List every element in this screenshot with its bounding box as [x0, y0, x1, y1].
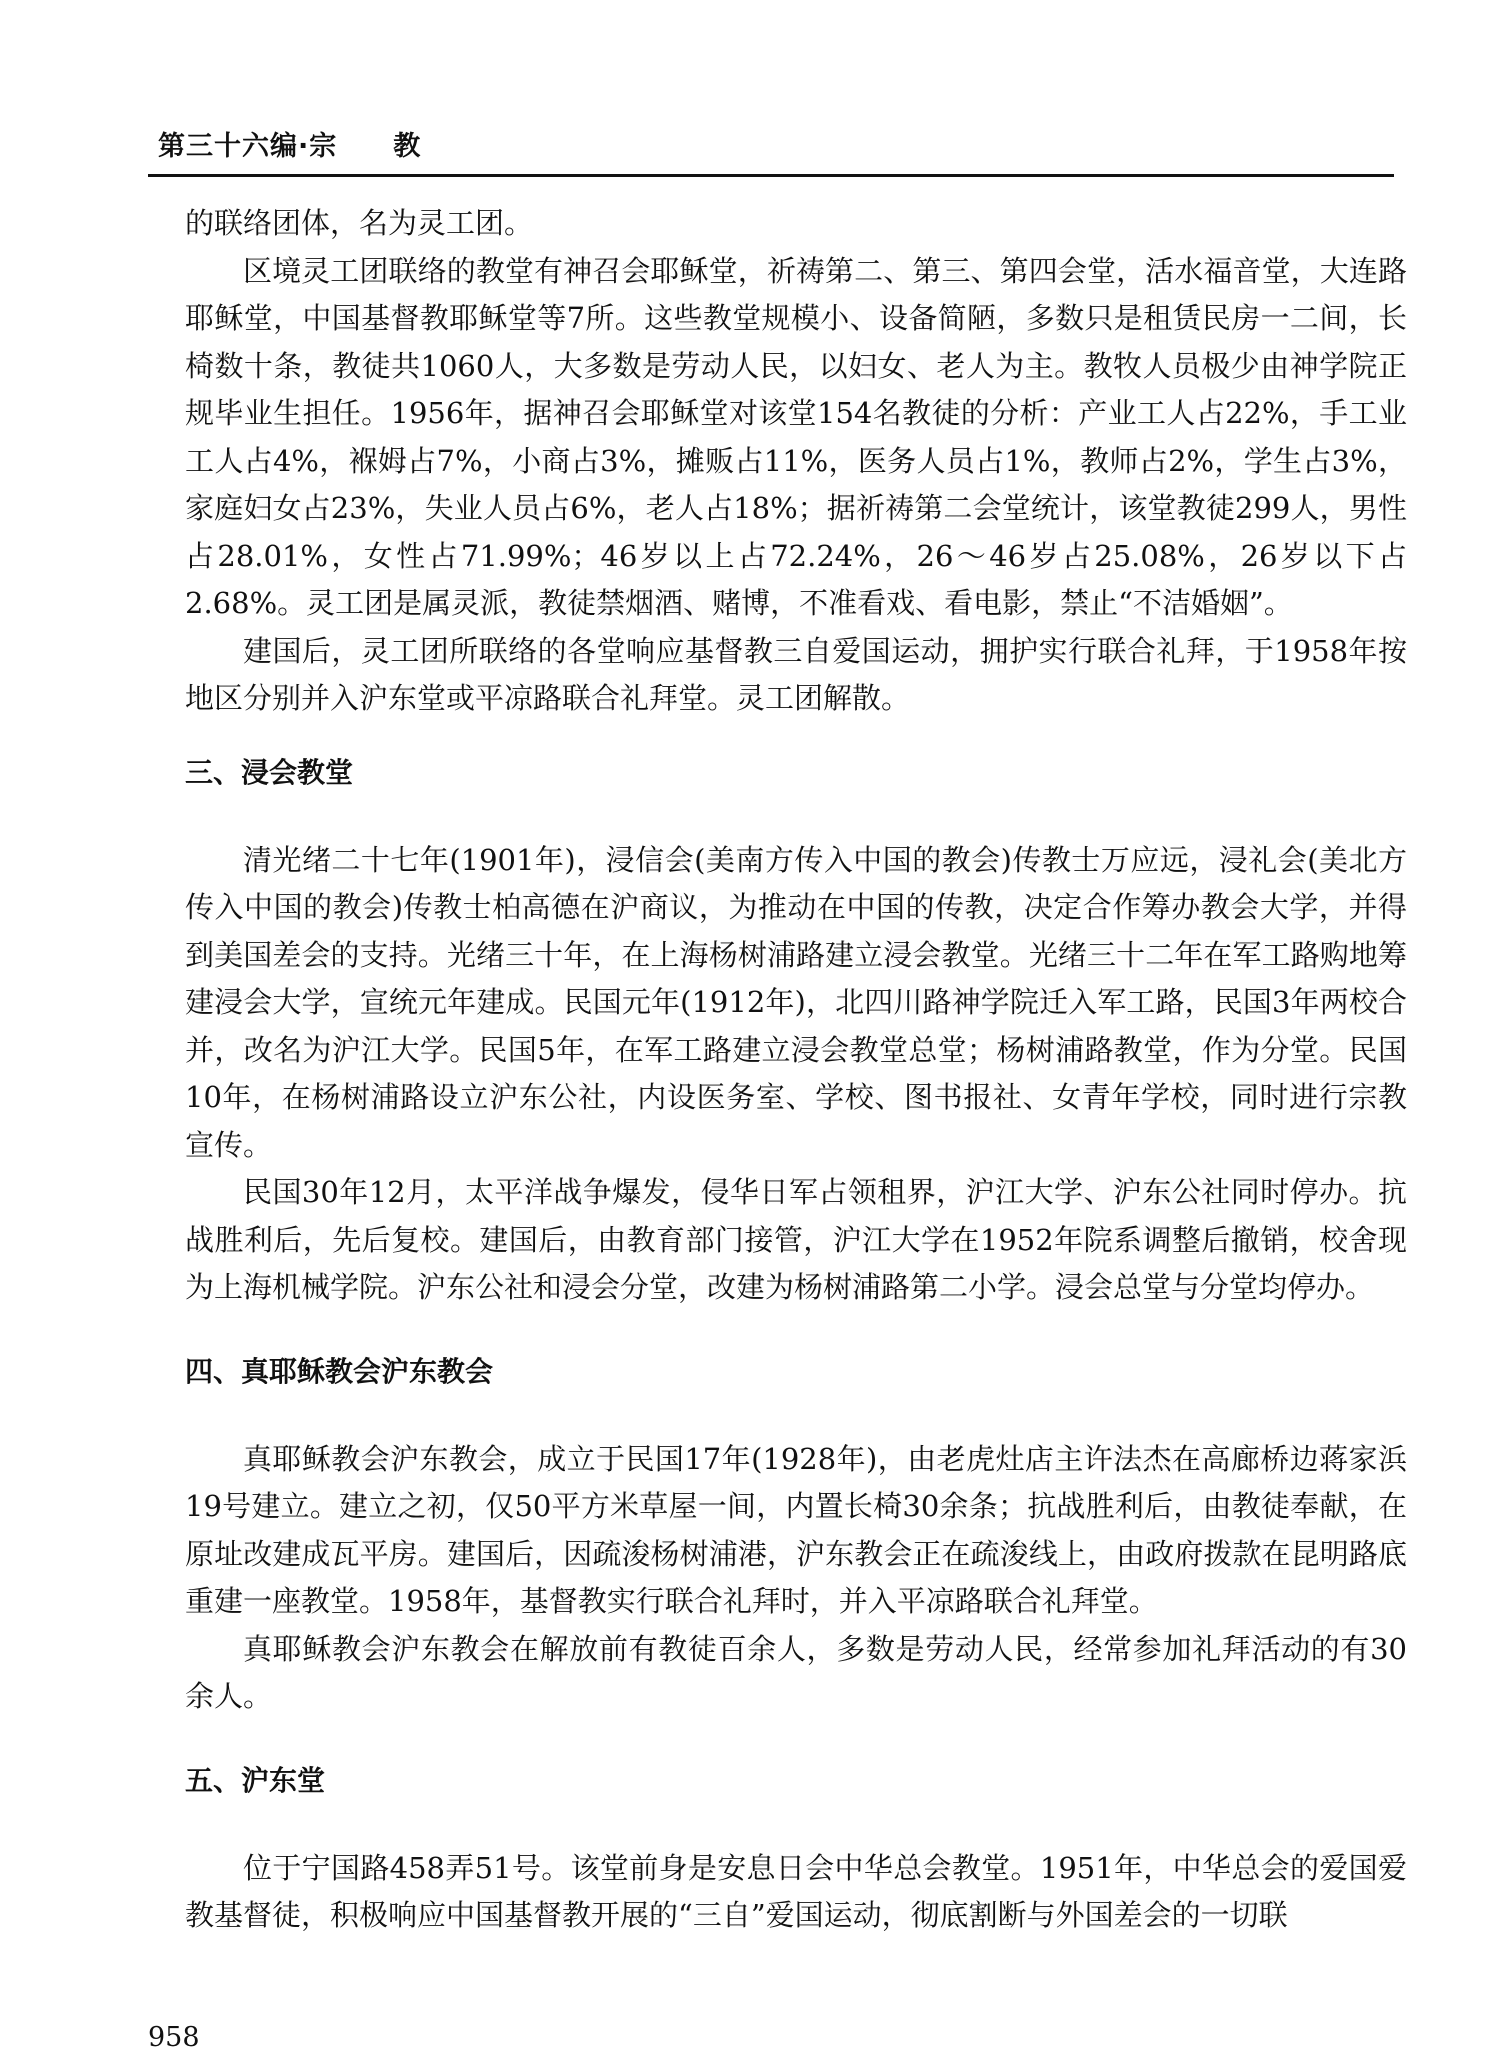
- paragraph-baptist-2: 民国30年12月，太平洋战争爆发，侵华日军占领租界，沪江大学、沪东公社同时停办。抗战胜利后，先后复校。建国后，由教育部门接管，沪江大学在1952年院系调整后撤销，校舍现为上海机械学院。沪东公社和浸会分堂，改建为杨树浦路第二小学。浸会总堂与分堂均停办。: [185, 1175, 1407, 1304]
- paragraph-hudong-1: 位于宁国路458弄51号。该堂前身是安息日会中华总会教堂。1951年，中华总会的爱国爱教基督徒，积极响应中国基督教开展的“三自”爱国运动，彻底割断与外国差会的一切联: [185, 1850, 1407, 1932]
- paragraph-top-2: 区境灵工团联络的教堂有神召会耶稣堂，祈祷第二、第三、第四会堂，活水福音堂，大连路耶稣堂，中国基督教耶稣堂等7所。这些教堂规模小、设备简陋，多数只是租赁民房一二间，长椅数十条，教徒共1060人，大多数是劳动人民，以妇女、老人为主。教牧人员极少由神学院正规毕业生担任。1956年，据神召会耶稣堂对该堂154名教徒的分析：产业工人占22%，手工业工人占4%，褓姆占7%，小商占3%，摊贩占11%，医务人员占1%，教师占2%，学生占3%，家庭妇女占23%，失业人员占6%，老人占18%；据祈祷第二会堂统计，该堂教徒299人，男性占28.01%，女性占71.99%；46岁以上占72.24%，26～46岁占25.08%，26岁以下占2.68%。灵工团是属灵派，教徒禁烟酒、赌博，不准看戏、看电影，禁止“不洁婚姻”。: [185, 253, 1407, 620]
- running-header: 第三十六编·宗 教: [158, 131, 422, 162]
- header-rule: [148, 174, 1394, 177]
- paragraph-top-3: 建国后，灵工团所联络的各堂响应基督教三自爱国运动，拥护实行联合礼拜，于1958年按地区分别并入沪东堂或平凉路联合礼拜堂。灵工团解散。: [185, 633, 1407, 715]
- section-heading-baptist-church: 三、浸会教堂: [185, 755, 354, 789]
- paragraph-true-jesus-1: 真耶稣教会沪东教会，成立于民国17年(1928年)，由老虎灶店主许法杰在高廊桥边蒋家浜19号建立。建立之初，仅50平方米草屋一间，内置长椅30余条；抗战胜利后，由教徒奉献，在原址改建成瓦平房。建国后，因疏浚杨树浦港，沪东教会正在疏浚线上，由政府拨款在昆明路底重建一座教堂。1958年，基督教实行联合礼拜时，并入平凉路联合礼拜堂。: [185, 1441, 1407, 1618]
- section-heading-hudong-church: 五、沪东堂: [185, 1763, 326, 1797]
- page-number: 958: [148, 2022, 200, 2053]
- paragraph-top-1: 的联络团体，名为灵工团。: [185, 206, 534, 240]
- paragraph-true-jesus-2: 真耶稣教会沪东教会在解放前有教徒百余人，多数是劳动人民，经常参加礼拜活动的有30余人。: [185, 1631, 1407, 1713]
- section-heading-true-jesus-church: 四、真耶稣教会沪东教会: [185, 1354, 494, 1388]
- paragraph-baptist-1: 清光绪二十七年(1901年)，浸信会(美南方传入中国的教会)传教士万应远，浸礼会(美北方传入中国的教会)传教士柏高德在沪商议，为推动在中国的传教，决定合作筹办教会大学，并得到美国差会的支持。光绪三十年，在上海杨树浦路建立浸会教堂。光绪三十二年在军工路购地筹建浸会大学，宣统元年建成。民国元年(1912年)，北四川路神学院迁入军工路，民国3年两校合并，改名为沪江大学。民国5年，在军工路建立浸会教堂总堂；杨树浦路教堂，作为分堂。民国10年，在杨树浦路设立沪东公社，内设医务室、学校、图书报社、女青年学校，同时进行宗教宣传。: [185, 842, 1407, 1162]
- body-text: [185, 200, 1407, 1940]
